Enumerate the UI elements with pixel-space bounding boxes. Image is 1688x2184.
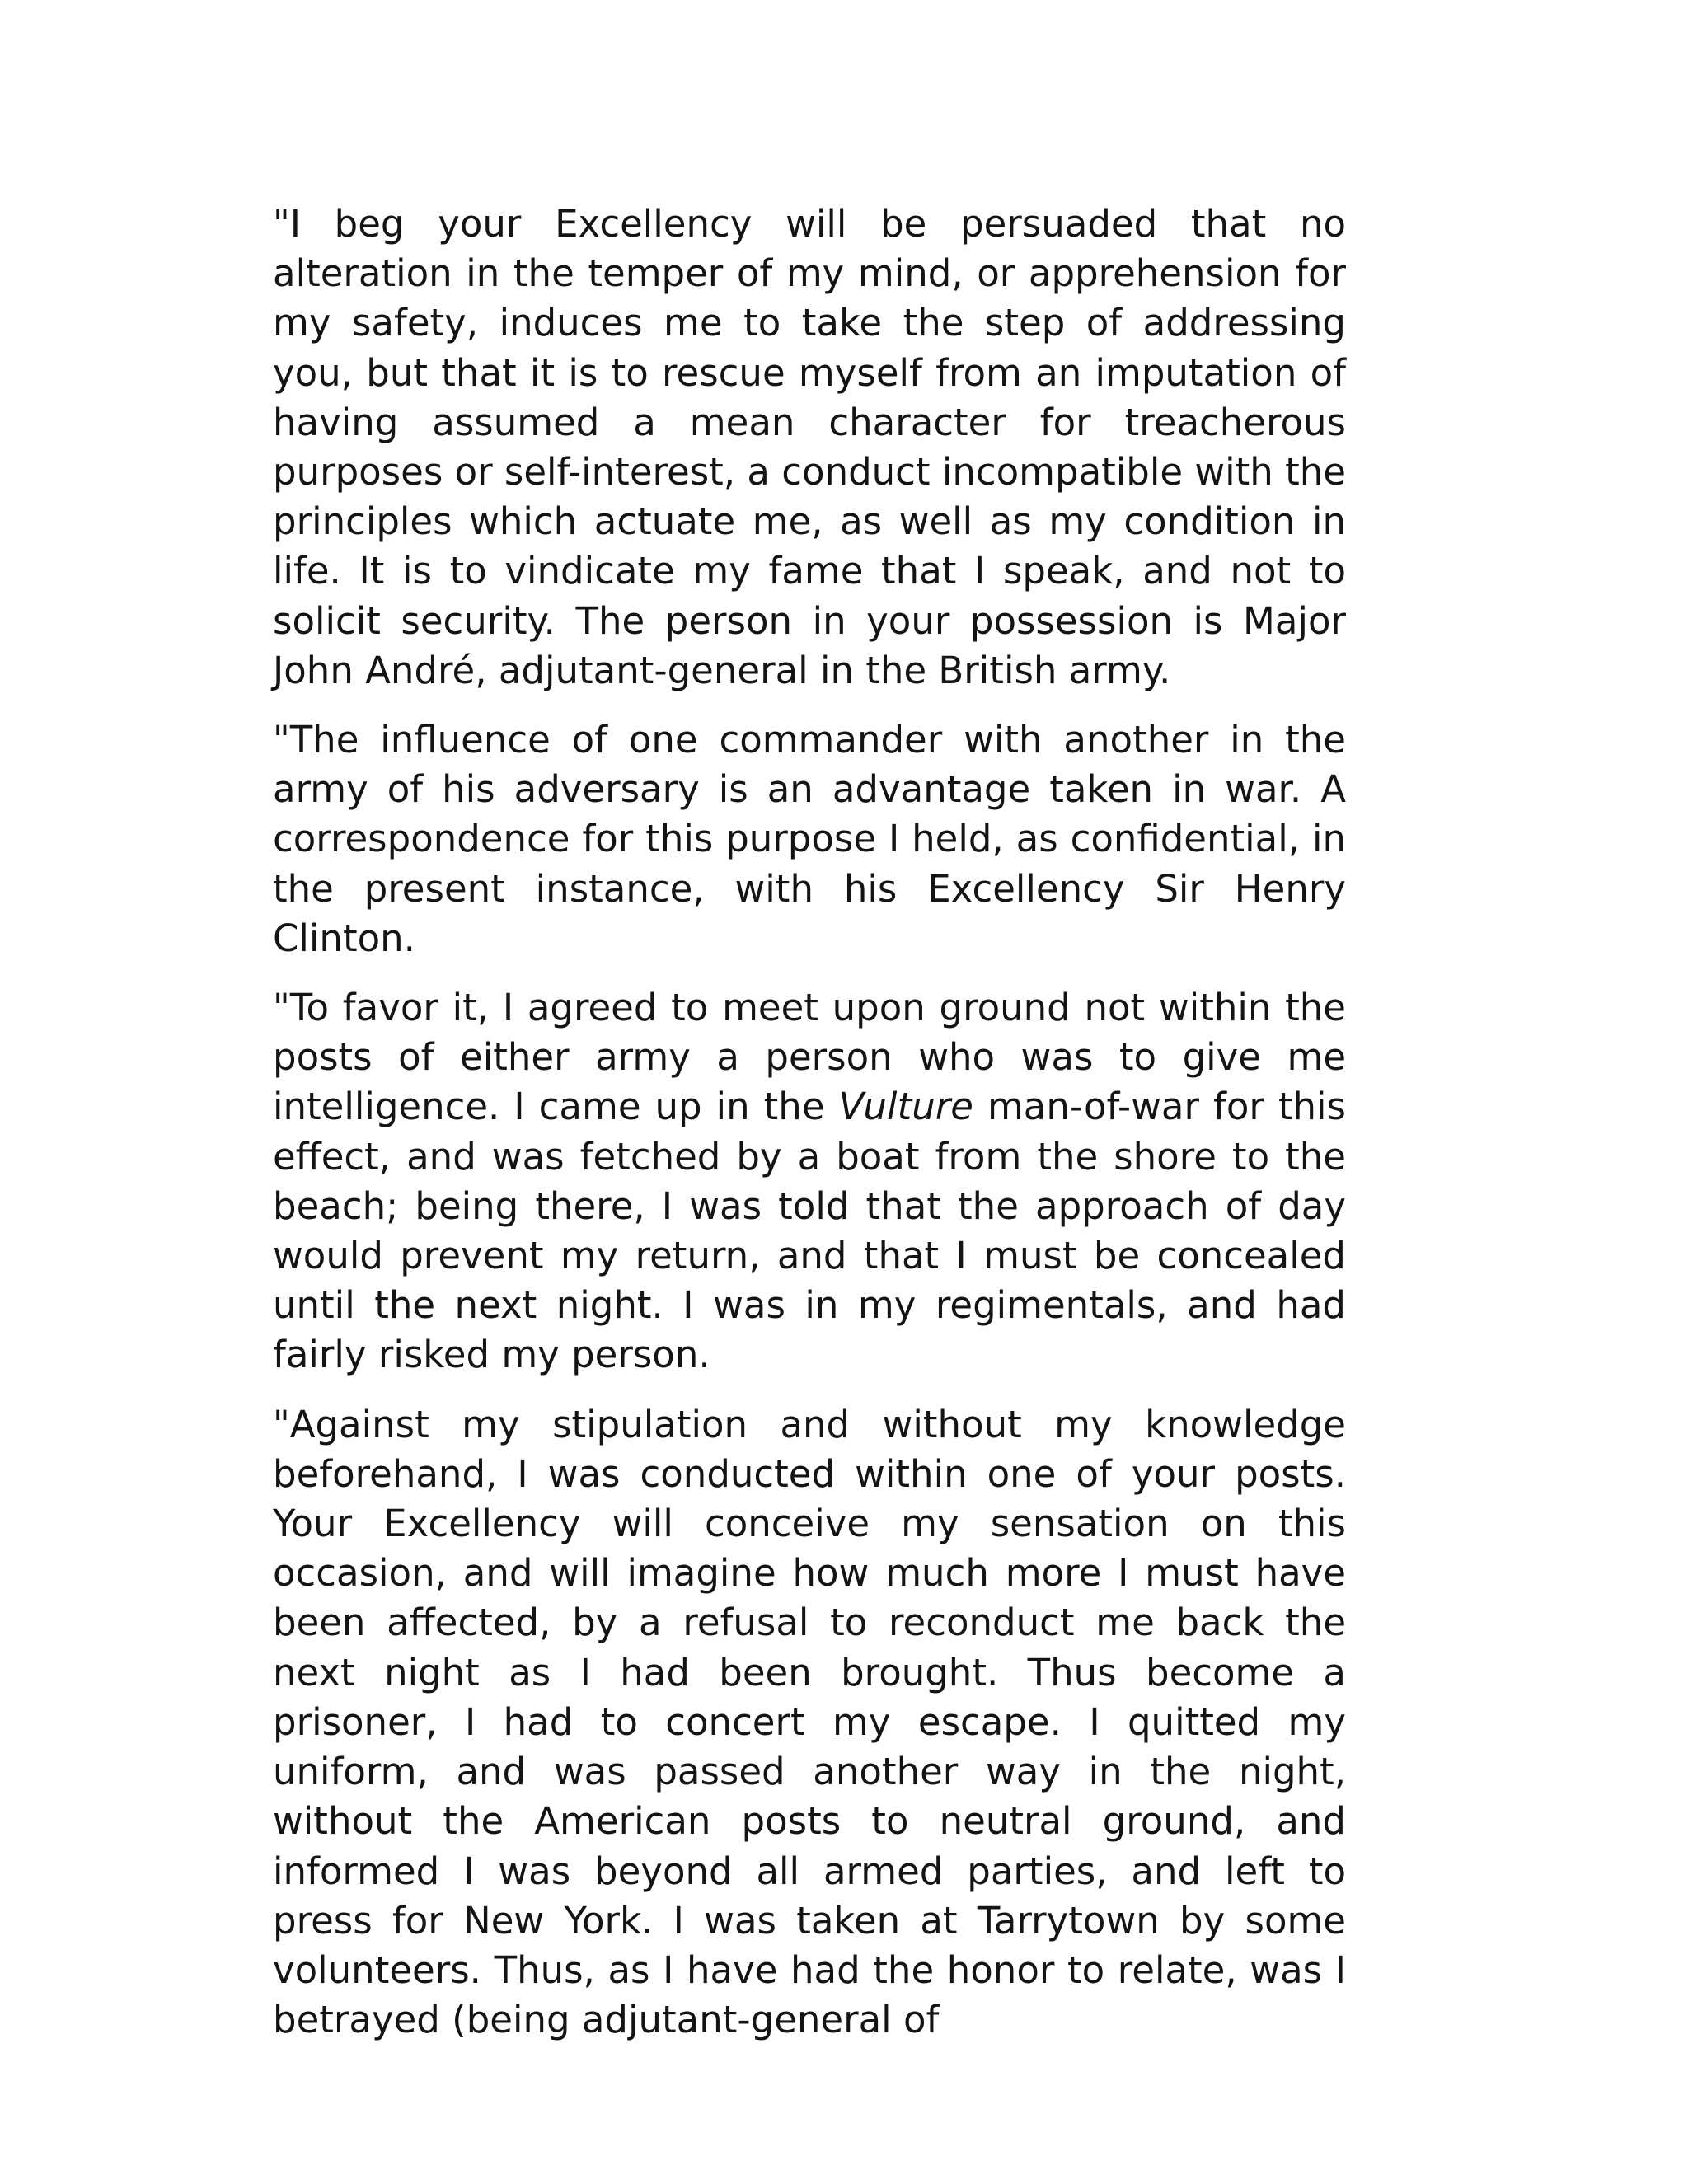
body-text xyxy=(273,199,1346,2045)
paragraph-letter-opening: "I beg your Excellency will be persuaded that no alteration in the temper of my mind, or apprehension for my safety, induces me to take the step of addressing you, but that it is to rescue myself from an imputation of having assumed a mean character for treacherous purposes or self-interest, a conduct incompatible with the principles which actuate me, as well as my condition in life. It is to vindicate my fame that I speak, and not to solicit security. The person in your possession is Major John André, adjutant-general in the British army. xyxy=(273,202,1346,692)
paragraph-capture: "Against my stipulation and without my knowledge beforehand, I was conducted within one of your posts. Your Excellency will conceive my sensation on this occasion, and will imagine how much more I must have been affected, by a refusal to reconduct me back the next night as I had been brought. Thus become a prisoner, I had to concert my escape. I quitted my uniform, and was passed another way in the night, without the American posts to neutral ground, and informed I was beyond all armed parties, and left to press for New York. I was taken at Tarrytown by some volunteers. Thus, as I have had the honor to relate, was I betrayed (being adjutant-general of xyxy=(273,1402,1346,2042)
paragraph-correspondence: "The influence of one commander with another in the army of his adversary is an advantage taken in war. A correspondence for this purpose I held, as confidential, in the present instance, with his Excellency Sir Henry Clinton. xyxy=(273,718,1346,960)
paragraph-meeting-start: "To favor it, I agreed to meet upon ground not within the posts of either army a person who was to give me intelligence. I came up in the xyxy=(273,986,1346,1129)
paragraph-meeting xyxy=(273,983,1346,1380)
ship-name-italic: Vulture xyxy=(838,1085,973,1129)
paragraph-meeting-end: man-of-war for this effect, and was fetched by a boat from the shore to the beach; being there, I was told that the approach of day would prevent my return, and that I must be concealed until the next night. I was in my regimentals, and had fairly risked my person. xyxy=(273,1085,1346,1377)
